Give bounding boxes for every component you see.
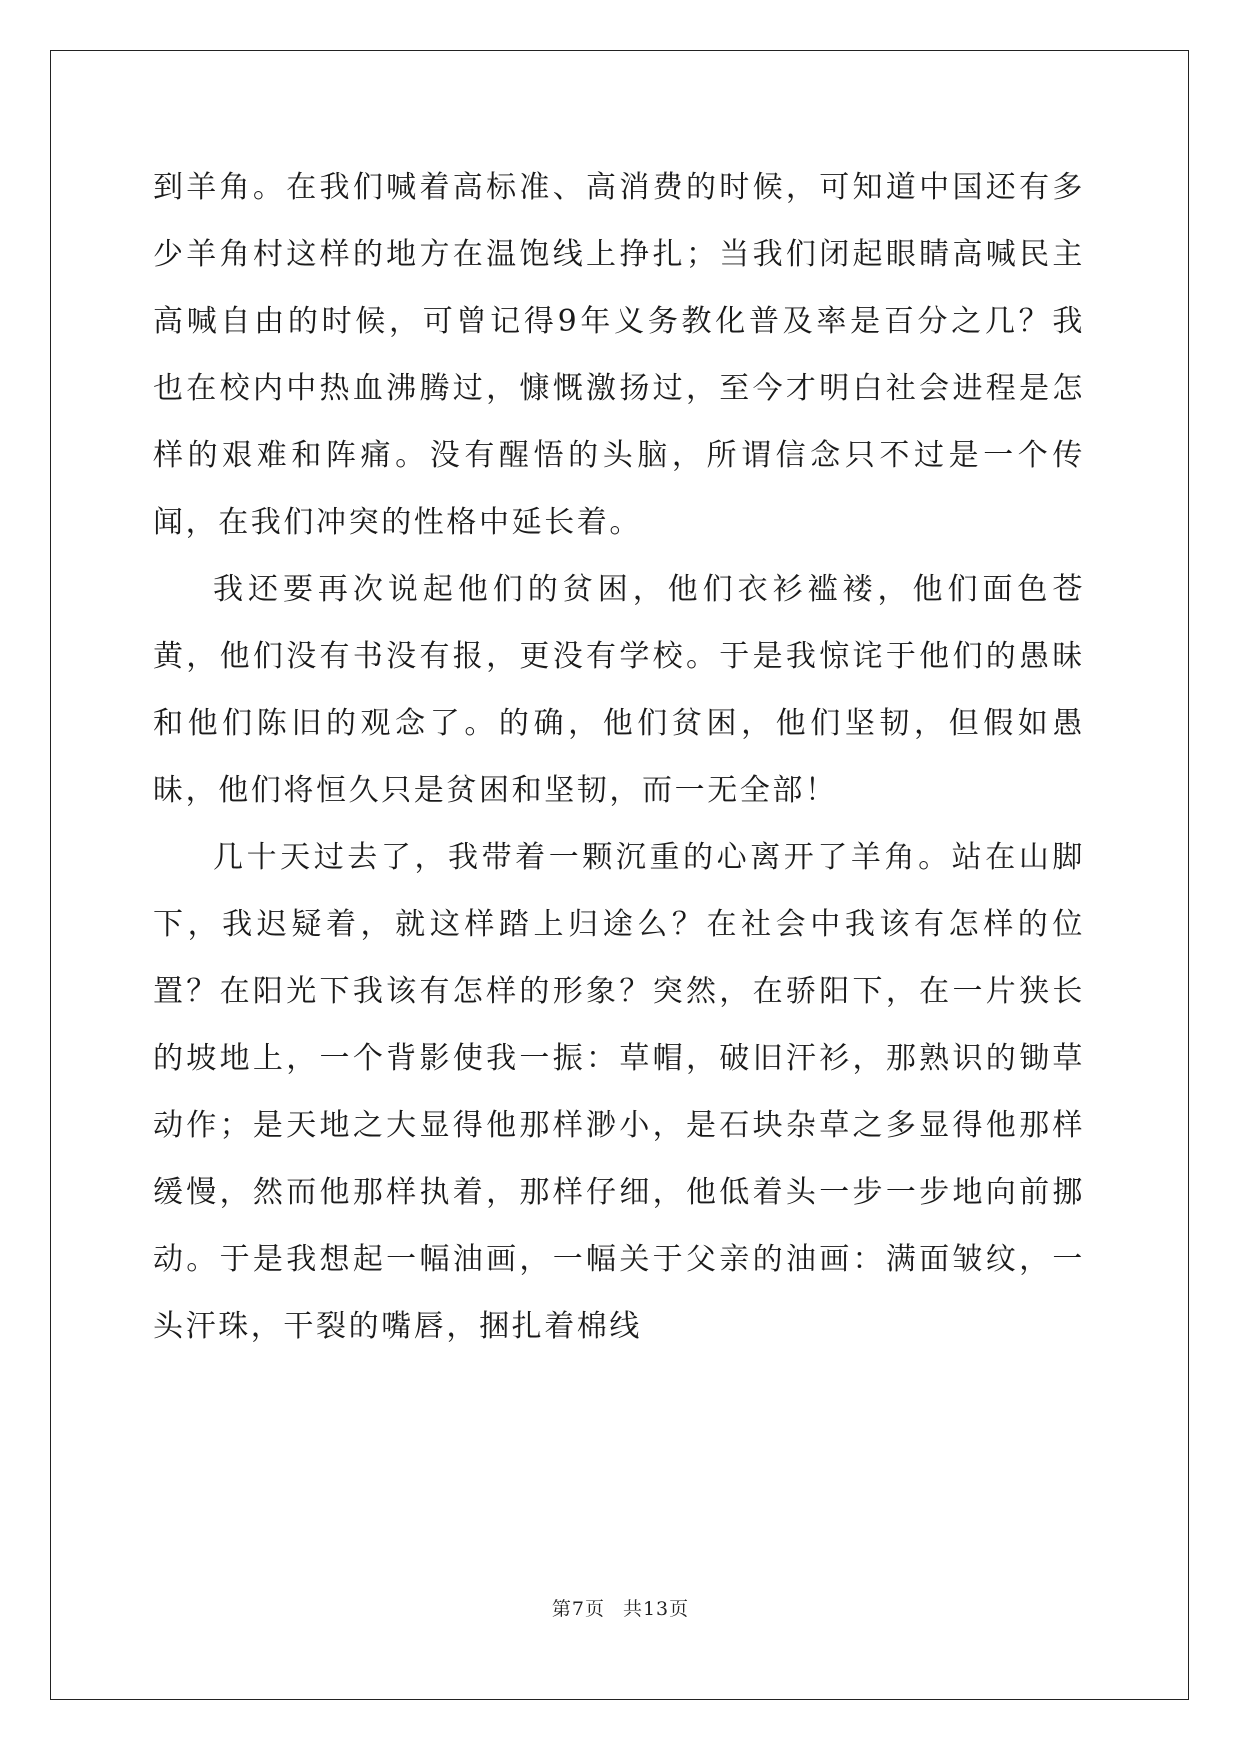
- paragraph-3: 几十天过去了，我带着一颗沉重的心离开了羊角。站在山脚下，我迟疑着，就这样踏上归途么？在社会中我该有怎样的位置？在阳光下我该有怎样的形象？突然，在骄阳下，在一片狭长的坡地上，一个背影使我一振：草帽，破旧汗衫，那熟识的锄草动作；是天地之大显得他那样渺小，是石块杂草之多显得他那样缓慢，然而他那样执着，那样仔细，他低着头一步一步地向前挪动。于是我想起一幅油画，一幅关于父亲的油画：满面皱纹，一头汗珠，干裂的嘴唇，捆扎着棉线: [153, 840, 1085, 1344]
- paragraph-1: 到羊角。在我们喊着高标准、高消费的时候，可知道中国还有多少羊角村这样的地方在温饱线上挣扎；当我们闭起眼睛高喊民主高喊自由的时候，可曾记得9年义务教化普及率是百分之几？我也在校内中热血沸腾过，慷慨激扬过，至今才明白社会进程是怎样的艰难和阵痛。没有醒悟的头脑，所谓信念只不过是一个传闻，在我们冲突的性格中延长着。: [153, 170, 1085, 540]
- document-body: [153, 154, 1085, 1360]
- page-total: 共13页: [622, 1598, 690, 1620]
- page-footer: [0, 1594, 1241, 1621]
- page-number: 第7页: [551, 1598, 605, 1620]
- paragraph-2: 我还要再次说起他们的贫困，他们衣衫褴褛，他们面色苍黄，他们没有书没有报，更没有学校。于是我惊诧于他们的愚昧和他们陈旧的观念了。的确，他们贫困，他们坚韧，但假如愚昧，他们将恒久只是贫困和坚韧，而一无全部！: [153, 572, 1085, 808]
